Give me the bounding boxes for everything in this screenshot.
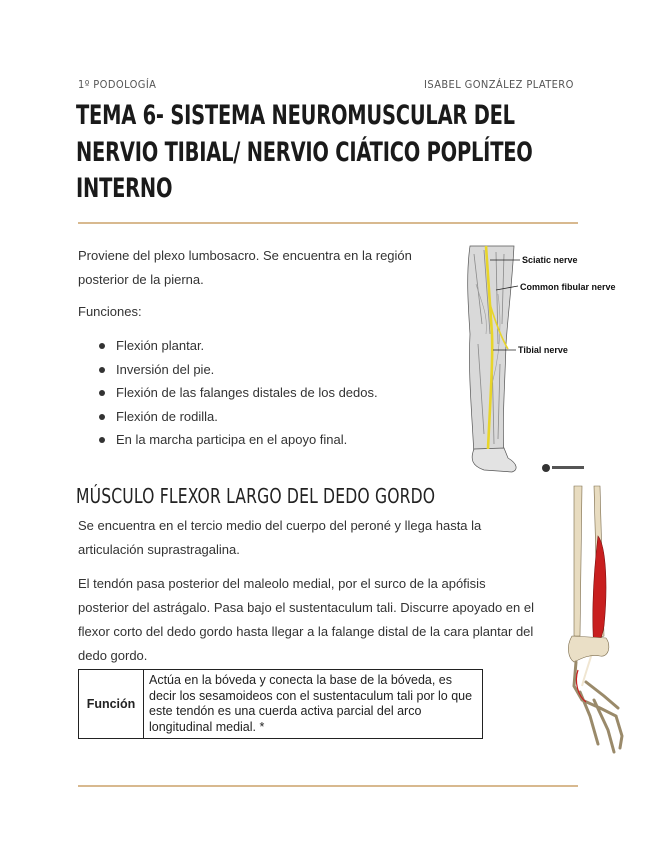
label-common-fibular-nerve: Common fibular nerve [520, 282, 616, 292]
tibial-nerve-illustration [462, 244, 616, 476]
intro-paragraph: Proviene del plexo lumbosacro. Se encuentra en la región posterior de la pierna. [78, 248, 412, 287]
list-item: Inversión del pie. [78, 358, 378, 382]
header-course: 1º PODOLOGÍA [78, 78, 157, 91]
page-title: TEMA 6- SISTEMA NEUROMUSCULAR DEL NERVIO TIBIAL/ NERVIO CIÁTICO POPLÍTEO INTERNO [76, 100, 533, 204]
label-sciatic-nerve: Sciatic nerve [522, 255, 578, 265]
footer-divider [78, 785, 578, 787]
section-paragraph-1: Se encuentra en el tercio medio del cuerpo del peroné y llega hasta la articulación suprastragalina. [78, 518, 482, 557]
header-author: ISABEL GONZÁLEZ PLATERO [424, 78, 574, 91]
flexor-hallucis-longus-illustration [560, 486, 630, 766]
functions-label: Funciones: [78, 304, 142, 319]
function-table [78, 669, 483, 739]
list-item: Flexión plantar. [78, 334, 378, 358]
list-item: Flexión de rodilla. [78, 405, 378, 429]
table-key: Función [79, 670, 144, 739]
list-item: En la marcha participa en el apoyo final. [78, 428, 378, 452]
table-row [79, 670, 483, 739]
title-divider [78, 222, 578, 224]
functions-list [78, 334, 378, 452]
section-title: MÚSCULO FLEXOR LARGO DEL DEDO GORDO [76, 484, 436, 508]
table-value: Actúa en la bóveda y conecta la base de la bóveda, es decir los sesamoideos con el sustentaculum tali por lo que este tendón es una cuerda activa parcial del arco longitudinal medial. * [144, 670, 483, 739]
section-paragraph-2: El tendón pasa posterior del maleolo medial, por el surco de la apófisis posterior del astrágalo. Pasa bajo el sustentaculum tali. Discurre apoyado en el flexor corto del dedo gordo hasta llegar a la falange distal de la cara plantar del dedo gordo. [78, 576, 534, 663]
logo-icon [542, 464, 550, 472]
list-item: Flexión de las falanges distales de los dedos. [78, 381, 378, 405]
label-tibial-nerve: Tibial nerve [518, 345, 568, 355]
